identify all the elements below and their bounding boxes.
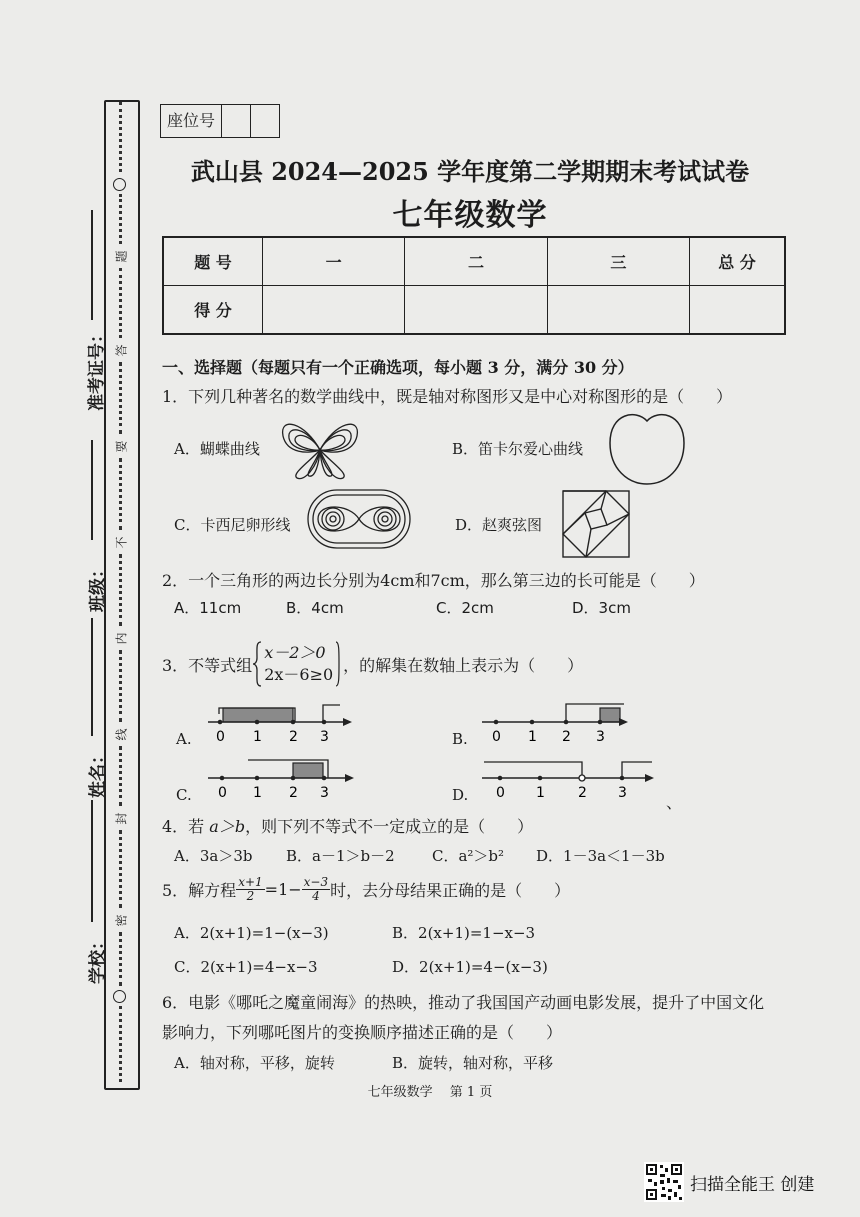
q4-option-c: C．a²＞b² xyxy=(432,847,505,865)
question-3-stem xyxy=(162,640,583,688)
q1-option-a: A．蝴蝶曲线 xyxy=(174,440,260,458)
q3-stem-pre: 3．不等式组 xyxy=(162,655,253,675)
q3-stem-post: ，的解集在数轴上表示为（ ） xyxy=(343,655,584,675)
closing-brace-icon xyxy=(335,640,343,688)
q3-option-d: D. xyxy=(452,786,469,804)
binding-dots xyxy=(119,268,125,338)
tick-label: 2 xyxy=(289,729,298,745)
exam-id-line xyxy=(91,210,93,320)
q3-number-line-a xyxy=(204,700,354,746)
binding-dots xyxy=(119,746,125,806)
binding-circle xyxy=(113,990,126,1003)
score-table-header-row xyxy=(163,237,785,286)
shaded-region xyxy=(293,763,323,778)
binding-dots xyxy=(119,458,125,530)
q2-option-b: B．4cm xyxy=(286,599,344,617)
score-cell[interactable] xyxy=(690,286,786,335)
tick-label: 0 xyxy=(492,729,501,745)
tick-label: 1 xyxy=(253,785,262,801)
q4-option-b: B．a－1＞b－2 xyxy=(286,847,395,865)
binding-dots xyxy=(119,830,125,908)
q5-option-a: A．2(x+1)=1−(x−3) xyxy=(174,924,329,942)
zhao-shuang-diagram-figure xyxy=(561,489,631,559)
binding-dots xyxy=(119,932,125,986)
fraction-numerator: x+1 xyxy=(238,875,263,889)
q6-option-a: A．轴对称，平移，旋转 xyxy=(174,1054,335,1072)
fraction-numerator: x−3 xyxy=(303,875,329,889)
score-cell[interactable] xyxy=(263,286,405,335)
q4-stem-post: ，则下列不等式不一定成立的是（ ） xyxy=(245,817,534,836)
school-label: 学校： xyxy=(88,933,108,984)
exam-id-label: 准考证号： xyxy=(87,326,107,411)
binding-dots xyxy=(119,102,125,172)
class-label: 班级： xyxy=(88,561,108,612)
tick-label: 1 xyxy=(536,785,545,801)
binding-char: 题 xyxy=(114,250,129,263)
section-title: 一、选择题（每题只有一个正确选项，每小题 3 分，满分 30 分） xyxy=(162,358,634,377)
shaded-region xyxy=(600,708,620,722)
q2-option-c: C．2cm xyxy=(436,599,494,617)
tick-label: 3 xyxy=(320,785,329,801)
q3-option-b: B. xyxy=(452,730,468,748)
question-4-stem xyxy=(162,814,533,837)
question-5-stem xyxy=(162,876,570,903)
question-6-stem-line-1: 6．电影《哪吒之魔童闹海》的热映，推动了我国国产动画电影发展，提升了中国文化 xyxy=(162,993,765,1012)
q3-inequality-2: 2x－6≥0 xyxy=(264,665,334,684)
q4-stem-pre: 4．若 xyxy=(162,817,210,836)
score-row-header: 得 分 xyxy=(163,286,263,335)
tick-label: 2 xyxy=(562,729,571,745)
question-1-stem: 1．下列几种著名的数学曲线中，既是轴对称图形又是中心对称图形的是（ ） xyxy=(162,387,733,406)
name-label: 姓名： xyxy=(88,747,108,798)
q4-condition: a＞b xyxy=(209,817,246,836)
score-table-score-row xyxy=(163,286,785,335)
q2-option-d: D．3cm xyxy=(572,599,631,617)
q5-option-b: B．2(x+1)=1−x−3 xyxy=(392,924,536,942)
binding-char: 要 xyxy=(114,440,129,453)
q3-inequality-1: x－2＞0 xyxy=(264,643,326,662)
q4-option-d: D．1－3a＜1－3b xyxy=(536,847,665,865)
score-col-header: 一 xyxy=(263,237,405,286)
scanner-watermark xyxy=(644,1160,814,1204)
tick-label: 0 xyxy=(218,785,227,801)
tick-label: 2 xyxy=(578,785,587,801)
q4-option-a: A．3a＞3b xyxy=(174,847,253,865)
name-line xyxy=(91,618,93,736)
page-footer: 七年级数学 第 1 页 xyxy=(367,1085,493,1100)
tick-label: 3 xyxy=(618,785,627,801)
shaded-region xyxy=(223,708,293,722)
butterfly-curve-figure xyxy=(275,414,365,482)
q1-option-d: D．赵爽弦图 xyxy=(455,516,543,534)
q6-option-b: B．旋转，轴对称，平移 xyxy=(392,1054,554,1072)
question-6-stem-line-2: 影响力，下列哪吒图片的变换顺序描述正确的是（ ） xyxy=(162,1023,563,1042)
binding-char: 内 xyxy=(114,632,129,645)
binding-circle xyxy=(113,178,126,191)
fraction xyxy=(236,876,264,903)
binding-dots xyxy=(119,650,125,722)
score-col-header: 二 xyxy=(405,237,547,286)
q3-number-line-d xyxy=(478,756,658,802)
tick-label: 0 xyxy=(216,729,225,745)
q5-stem-pre: 5．解方程 xyxy=(162,881,237,900)
binding-char: 密 xyxy=(114,914,129,927)
binding-dots xyxy=(119,554,125,626)
q3-option-a: A. xyxy=(176,730,192,748)
brace-icon xyxy=(252,640,262,688)
binding-dots xyxy=(119,194,125,244)
q2-option-a: A．11cm xyxy=(174,599,242,617)
q3-number-line-b xyxy=(478,700,630,746)
exam-subject: 七年级数学 xyxy=(392,198,548,233)
cassini-oval-figure xyxy=(306,488,412,550)
binding-strip xyxy=(106,102,136,1088)
stray-mark: 、 xyxy=(666,793,683,812)
tick-label: 3 xyxy=(320,729,329,745)
seat-number-box xyxy=(160,104,280,138)
fraction-denominator: 4 xyxy=(312,889,320,903)
binding-char: 封 xyxy=(114,812,129,825)
seat-number-cell[interactable] xyxy=(222,105,251,137)
binding-dots xyxy=(119,1006,125,1082)
binding-char: 线 xyxy=(114,728,129,741)
question-2-stem: 2．一个三角形的两边长分别为4cm和7cm，那么第三边的长可能是（ ） xyxy=(162,571,705,590)
score-cell[interactable] xyxy=(547,286,689,335)
tick-label: 0 xyxy=(496,785,505,801)
seat-number-label: 座位号 xyxy=(161,105,222,137)
score-col-header: 三 xyxy=(547,237,689,286)
score-table xyxy=(162,236,786,335)
fraction xyxy=(302,876,330,903)
exam-title: 武山县 2024—2025 学年度第二学期期末考试试卷 xyxy=(190,157,750,186)
score-col-header: 总 分 xyxy=(690,237,786,286)
tick-label: 3 xyxy=(596,729,605,745)
score-cell[interactable] xyxy=(405,286,547,335)
fraction-denominator: 2 xyxy=(246,889,255,903)
score-row-header: 题 号 xyxy=(163,237,263,286)
binding-dots xyxy=(119,362,125,434)
q5-equals: =1− xyxy=(264,880,302,899)
q1-option-b: B．笛卡尔爱心曲线 xyxy=(452,440,584,458)
q5-option-c: C．2(x+1)=4−x−3 xyxy=(174,958,318,976)
class-line xyxy=(91,440,93,540)
q3-option-c: C. xyxy=(176,786,192,804)
binding-char: 不 xyxy=(114,536,129,549)
inequality-system xyxy=(264,642,333,686)
tick-label: 1 xyxy=(528,729,537,745)
qr-code-icon xyxy=(644,1162,684,1202)
watermark-text: 扫描全能王 创建 xyxy=(690,1174,815,1195)
q1-option-c: C．卡西尼卵形线 xyxy=(174,516,291,534)
q3-number-line-c xyxy=(204,756,356,802)
school-line xyxy=(91,800,93,922)
tick-label: 2 xyxy=(289,785,298,801)
cardioid-figure xyxy=(606,407,688,487)
binding-char: 答 xyxy=(114,344,129,357)
seat-number-cell[interactable] xyxy=(251,105,279,137)
q5-option-d: D．2(x+1)=4−(x−3) xyxy=(392,958,548,976)
tick-label: 1 xyxy=(253,729,262,745)
q5-stem-post: 时，去分母结果正确的是（ ） xyxy=(330,881,571,900)
